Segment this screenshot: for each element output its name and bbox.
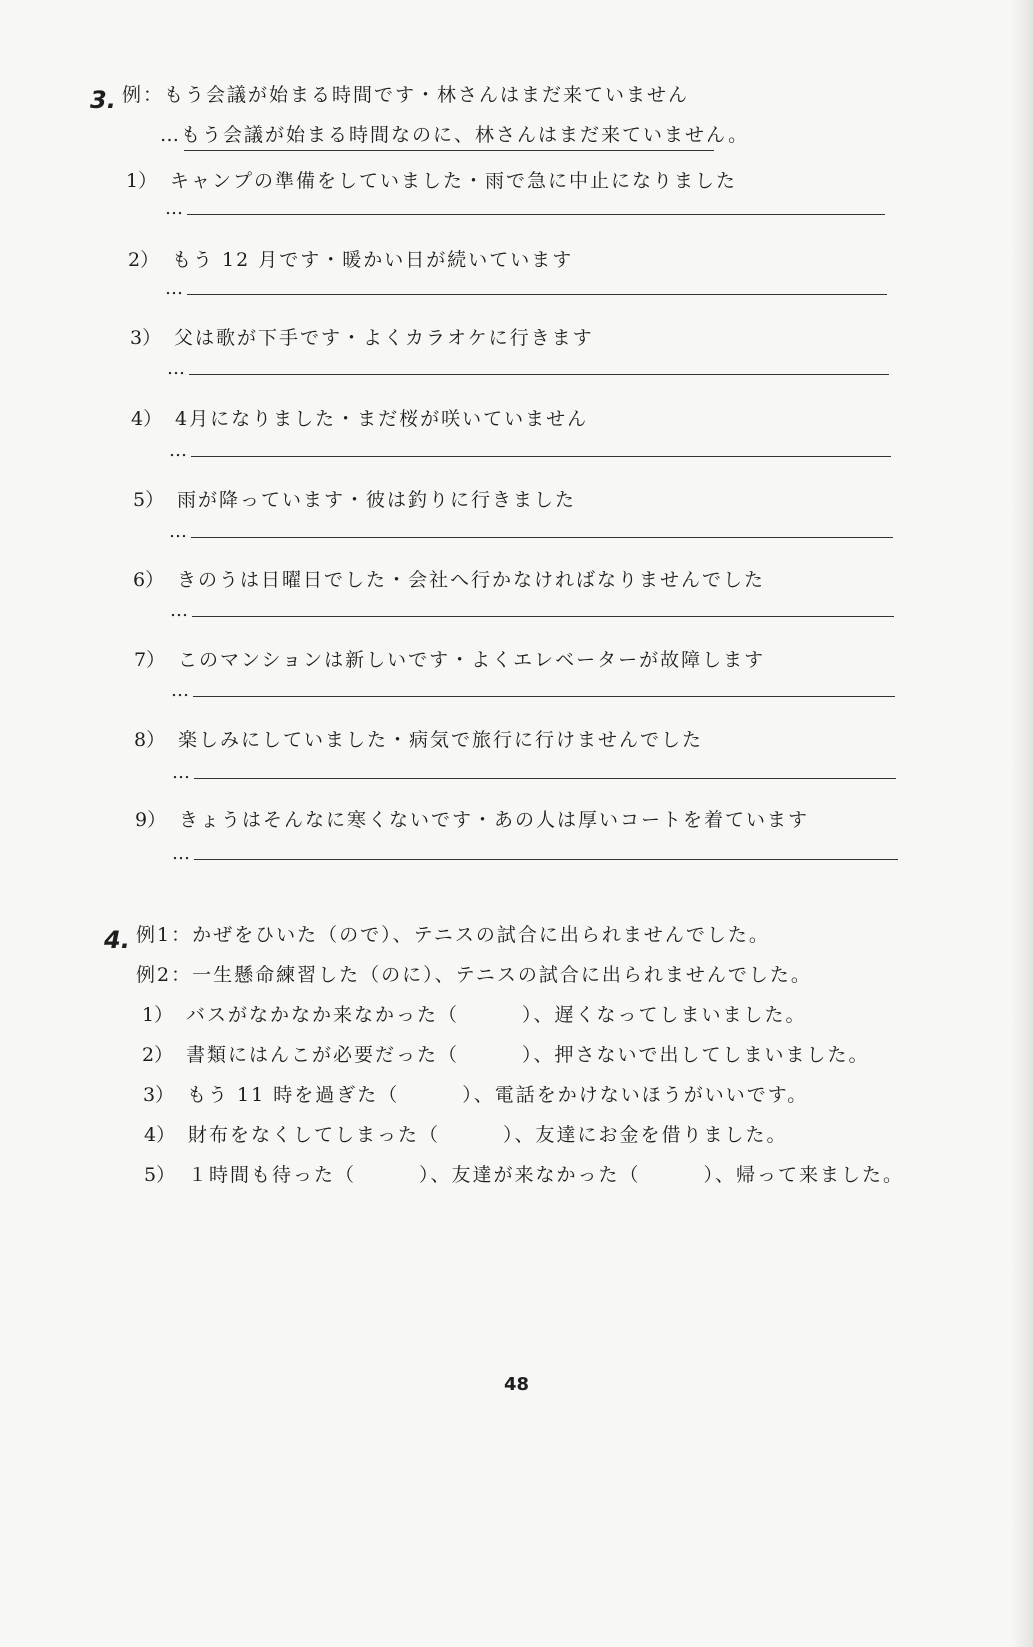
s4-item-5: 5） １時間も待った（ ）、友達が来なかった（ ）、帰って来ました。 [144, 1164, 905, 1186]
s3-item-4: 4） 4月になりました・まだ桜が咲いていません [131, 408, 589, 430]
s3-answer-3[interactable]: … [167, 358, 889, 382]
s3-answer-2[interactable]: … [165, 278, 887, 302]
s3-item-2: 2） もう 12 月です・暖かい日が続いています [128, 249, 574, 271]
scan-edge [1011, 0, 1033, 1647]
s3-answer-6[interactable]: … [170, 600, 894, 624]
s3-answer-7[interactable]: … [171, 680, 895, 704]
s3-item-3: 3） 父は歌が下手です・よくカラオケに行きます [130, 327, 594, 349]
section-3-example-answer: …もう会議が始まる時間なのに、林さんはまだ来ていません。 [160, 124, 750, 146]
s3-answer-9[interactable]: … [172, 843, 898, 867]
s3-item-1: 1） キャンプの準備をしていました・雨で急に中止になりました [126, 170, 738, 192]
section-4-example-1: 例1：かぜをひいた（ので）、テニスの試合に出られませんでした。 [136, 924, 770, 946]
s3-item-8: 8） 楽しみにしていました・病気で旅行に行けませんでした [134, 729, 704, 751]
example-label: 例： [122, 84, 165, 106]
s4-item-1: 1） バスがなかなか来なかった（ ）、遅くなってしまいました。 [142, 1004, 807, 1026]
s3-answer-1[interactable]: … [165, 198, 885, 222]
section-4-example-2: 例2：一生懸命練習した（のに）、テニスの試合に出られませんでした。 [136, 964, 812, 986]
section-3-example-prompt: 例：もう会議が始まる時間です・林さんはまだ来ていません [122, 84, 690, 106]
page-number: 48 [503, 1374, 530, 1395]
s3-item-6: 6） きのうは日曜日でした・会社へ行かなければなりませんでした [133, 569, 766, 591]
s4-item-3: 3） もう 11 時を過ぎた（ ）、電話をかけないほうがいいです。 [143, 1084, 809, 1106]
s3-answer-4[interactable]: … [169, 440, 891, 464]
s3-answer-8[interactable]: … [172, 762, 896, 786]
section-3-number: 3. [90, 86, 116, 114]
example-underline [184, 150, 714, 151]
s4-item-2: 2） 書類にはんこが必要だった（ ）、押さないで出してしまいました。 [142, 1044, 870, 1066]
section-4-number: 4. [104, 926, 130, 954]
s3-item-7: 7） このマンションは新しいです・よくエレベーターが故障します [134, 649, 766, 671]
s4-item-4: 4） 財布をなくしてしまった（ ）、友達にお金を借りました。 [144, 1124, 788, 1146]
s3-item-9: 9） きょうはそんなに寒くないです・あの人は厚いコートを着ています [135, 809, 810, 831]
s3-item-5: 5） 雨が降っています・彼は釣りに行きました [133, 489, 577, 511]
s3-answer-5[interactable]: … [169, 521, 893, 545]
